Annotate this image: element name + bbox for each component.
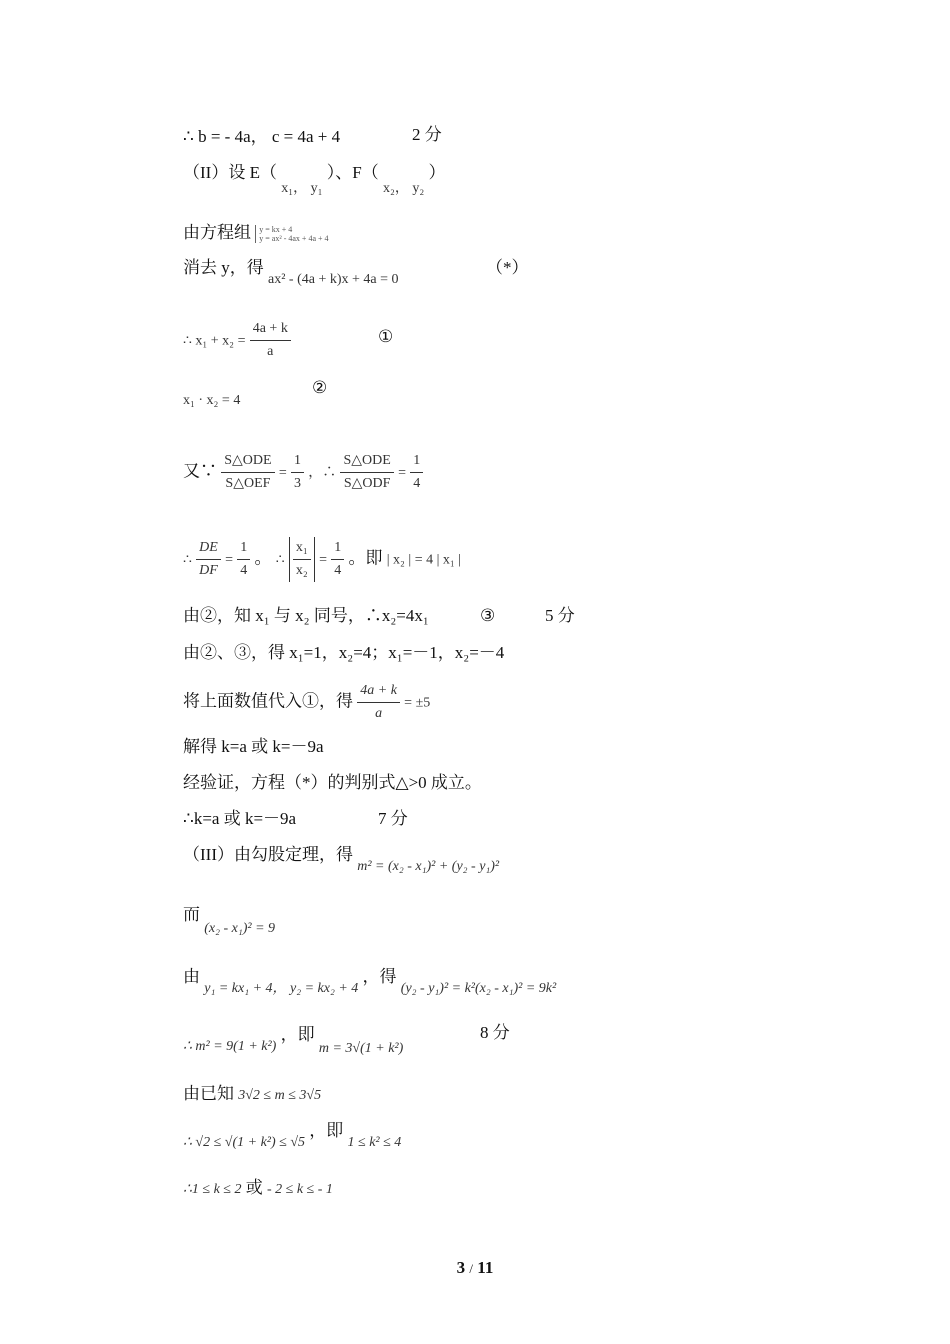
area-ratio-2-num: S△ODE (343, 453, 391, 468)
page-current: 3 (456, 1258, 466, 1277)
fraction-quarter-den: 4 (237, 559, 250, 582)
fraction-substitute-den: a (357, 702, 400, 725)
line-20-math-1: ∴ √2 ≤ √(1 + k²) ≤ √5 (183, 1135, 306, 1150)
equation-tag-2: ② (312, 378, 328, 397)
score-2: 2 分 (412, 125, 442, 144)
fraction-one-fourth-den: 4 (410, 472, 423, 495)
fraction-sum-den: a (250, 340, 291, 363)
line-16 (183, 904, 276, 936)
fraction-quarter-num: 1 (240, 540, 248, 555)
equals-sign: = (278, 465, 287, 481)
abs-ratio-num: x₁ (295, 540, 308, 555)
line-15-math: m² = (x₂ - x₁)² + (y₂ - y₁)² (357, 859, 500, 874)
line-16-math: (x₂ - x₁)² = 9 (204, 921, 276, 936)
equation-tag-star: （*） (486, 258, 529, 277)
line-11 (183, 680, 430, 725)
line-16-text: 而 (183, 905, 200, 924)
line-12: 解得 k=a 或 k=－9a (183, 737, 324, 756)
line-21-math-2: - 2 ≤ k ≤ - 1 (267, 1182, 333, 1197)
line-8 (183, 537, 461, 582)
line-17-mid: ，得 (362, 967, 397, 986)
fraction-one-fourth (410, 450, 423, 495)
line-3 (183, 222, 329, 244)
line-21 (183, 1177, 333, 1201)
line-10: 由②、③，得 x₁=1，x₂=4；x₁=－1，x₂=－4 (183, 643, 505, 662)
line-20-mid: ，即 (309, 1121, 344, 1140)
page-number (0, 1258, 950, 1278)
line-2-a: （II）设 E（ (183, 163, 277, 182)
line-4-math: ax² - (4a + k)x + 4a = 0 (268, 272, 399, 287)
fraction-quarter-2-num: 1 (334, 540, 342, 555)
page-total: 11 (477, 1258, 494, 1277)
line-14: ∴k=a 或 k=－9a (183, 809, 297, 828)
therefore-symbol: ∴ (183, 552, 192, 568)
equation-tag-3: ③ (480, 606, 496, 625)
line-9: 由②，知 x₁ 与 x₂ 同号，∴x₂=4x₁ (183, 606, 429, 625)
segment-ratio-num: DE (199, 540, 218, 555)
line-21-mid: 或 (245, 1178, 263, 1197)
abs-ratio (289, 537, 315, 582)
segment-ratio-den: DF (196, 559, 221, 582)
line-11-rhs: = ±5 (404, 695, 431, 711)
fraction-substitute (357, 680, 400, 725)
equals-sign: = (225, 552, 233, 568)
abs-relation: | x₂ | = 4 | x₁ | (386, 552, 462, 568)
line-2-c: ） (428, 163, 446, 182)
line-17-text: 由 (183, 967, 200, 986)
line-19-math: 3√2 ≤ m ≤ 3√5 (238, 1088, 322, 1103)
line-4-text: 消去 y，得 (183, 258, 264, 277)
line-18 (183, 1024, 404, 1056)
line-2-b: ）、F（ (326, 163, 379, 182)
line-13: 经验证，方程（*）的判别式△>0 成立。 (183, 773, 482, 792)
line-19 (183, 1083, 321, 1107)
area-ratio-1-num: S△ODE (224, 453, 272, 468)
point-e-coords: x₁， y₁ (281, 181, 323, 196)
therefore-sep: ，∴ (308, 465, 337, 481)
line-2 (183, 162, 446, 196)
point-f-coords: x₂， y₂ (382, 181, 425, 196)
page-slash: / (469, 1261, 474, 1276)
line-19-text: 由已知 (183, 1084, 234, 1103)
line-20-math-2: 1 ≤ k² ≤ 4 (347, 1135, 402, 1150)
line-4 (183, 257, 399, 287)
system-eq-1: y = kx + 4 (259, 225, 293, 235)
equation-tag-1: ① (378, 327, 394, 346)
line-11-text: 将上面数值代入①，得 (183, 691, 353, 711)
line-17-math-1: y₁ = kx₁ + 4， y₂ = kx₂ + 4 (204, 981, 359, 996)
area-ratio-2 (340, 450, 393, 495)
abs-ratio-den: x₂ (293, 559, 311, 582)
line-15-text: （III）由勾股定理，得 (183, 845, 353, 864)
line-18-mid: ，即 (280, 1025, 315, 1044)
fraction-quarter-2-den: 4 (331, 559, 344, 582)
line-17-math-2: (y₂ - y₁)² = k²(x₂ - x₁)² = 9k² (400, 981, 557, 996)
period-ji: 。即 (348, 548, 383, 568)
line-3-text: 由方程组 (183, 223, 251, 242)
fraction-one-third-den: 3 (291, 472, 304, 495)
area-ratio-1 (221, 450, 274, 495)
fraction-one-third (291, 450, 304, 495)
system-eq-2: y = ax² - 4ax + 4a + 4 (259, 234, 329, 244)
fraction-sum (250, 318, 291, 363)
period: 。 (254, 548, 272, 568)
line-18-math-1: ∴ m² = 9(1 + k²) (183, 1039, 277, 1054)
line-18-math-2: m = 3√(1 + k²) (318, 1041, 404, 1056)
equals-sign: = (319, 552, 327, 568)
line-6-math: x₁ · x₂ = 4 (183, 393, 241, 408)
line-1-math: ∴ b = - 4a， c = 4a + 4 (183, 127, 341, 146)
fraction-quarter-2 (331, 537, 344, 582)
fraction-sum-num: 4a + k (252, 321, 288, 336)
equals-sign: = (398, 465, 406, 481)
line-15 (183, 844, 500, 874)
fraction-one-third-num: 1 (293, 453, 301, 468)
area-ratio-1-den: S△OEF (221, 472, 274, 495)
line-20 (183, 1120, 402, 1150)
fraction-one-fourth-num: 1 (413, 453, 421, 468)
fraction-quarter (237, 537, 250, 582)
line-7 (183, 450, 423, 495)
score-8: 8 分 (480, 1023, 510, 1042)
line-7-text: 又∵ (183, 461, 217, 481)
line-5-lhs: ∴ x₁ + x₂ = (183, 333, 246, 349)
therefore-symbol: ∴ (275, 552, 285, 568)
fraction-substitute-num: 4a + k (360, 683, 397, 698)
line-21-math-1: ∴1 ≤ k ≤ 2 (183, 1182, 242, 1197)
segment-ratio (196, 537, 221, 582)
line-5 (183, 318, 291, 363)
line-1 (183, 126, 340, 148)
score-5: 5 分 (545, 606, 575, 625)
area-ratio-2-den: S△ODF (340, 472, 393, 495)
line-17 (183, 966, 557, 996)
score-7: 7 分 (378, 809, 408, 828)
